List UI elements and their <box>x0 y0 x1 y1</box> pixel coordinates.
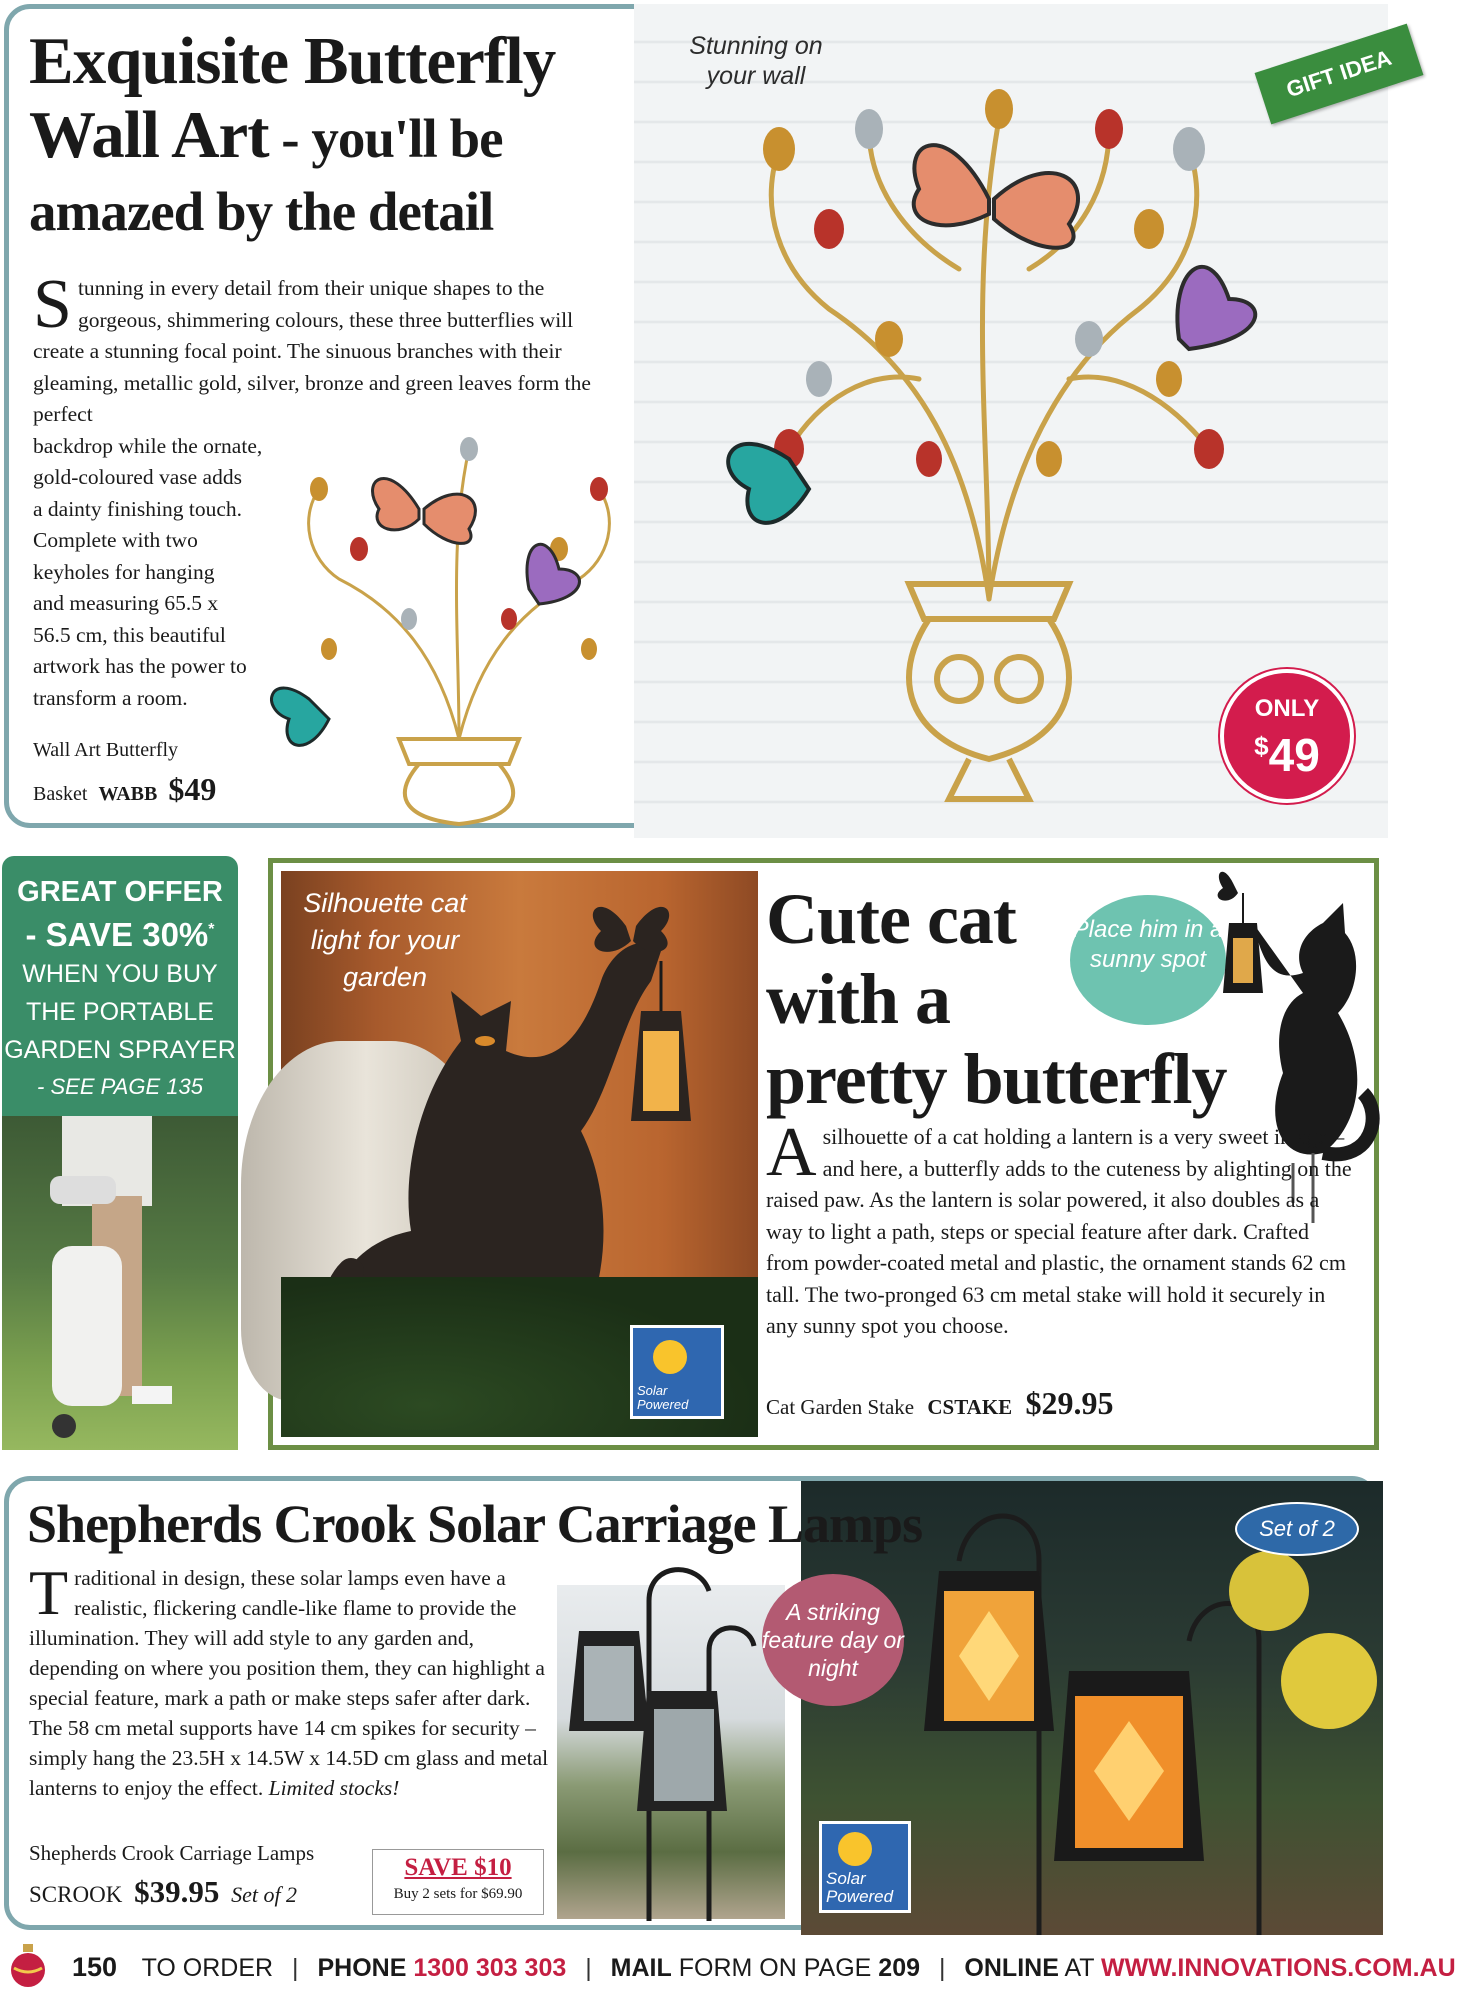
page-title <box>29 25 649 246</box>
butterfly-wall-art-image <box>669 39 1309 829</box>
promo-line: GARDEN SPRAYER <box>4 1036 236 1064</box>
description-text: raditional in design, these solar lamps even have a realistic, flickering candle-like flame to provide the illumination. They will add style to any garden and, depending on where you position them, they can highlight a special feature, mark a path or make steps safer after dark. The 58 cm metal supports have 14 cm spikes for security – simply hang the 23.5H x 14.5W x 14.5D cm glass and metal lanterns to enjoy the effect. <box>29 1566 549 1800</box>
title-line: Cute cat <box>766 879 1016 959</box>
solar-powered-badge <box>819 1821 911 1913</box>
promo-line: WHEN YOU BUY <box>22 960 218 988</box>
online-at-label: AT <box>1064 1954 1095 1982</box>
product-name: Shepherds Crook Carriage Lamps <box>29 1841 315 1865</box>
limited-stocks-note: Limited stocks! <box>268 1776 400 1800</box>
butterfly-top <box>914 145 1078 248</box>
description-text: tunning in every detail from their unique shapes to the gorgeous, shimmering colours, these three butterflies will create a stunning focal point. The sinuous branches with their gleaming, metallic gold, silver, bronze and green leaves form the perfect <box>33 276 591 426</box>
product-name: Wall Art Butterfly <box>33 739 179 761</box>
butterfly-right <box>1177 267 1255 349</box>
promo-line: THE PORTABLE <box>25 998 214 1026</box>
description-line: backdrop while the ornate, <box>33 433 263 458</box>
gift-idea-tag: GIFT IDEA <box>1255 24 1424 125</box>
promo-headline: GREAT OFFER <box>17 876 223 908</box>
mail-page-number: 209 <box>878 1954 921 1982</box>
cat-description <box>766 1114 1356 1342</box>
badge-amount: 49 <box>1268 729 1320 781</box>
promo-asterisk: * <box>208 921 215 938</box>
mail-text: FORM ON PAGE <box>678 1954 872 1982</box>
online-label: ONLINE <box>964 1954 1059 1982</box>
solar-powered-label: Solar Powered <box>826 1869 894 1906</box>
butterfly-wall-art-panel <box>4 4 1395 828</box>
title-subline: - you'll be <box>268 107 503 169</box>
striking-feature-callout: A striking feature day or night <box>762 1574 904 1706</box>
promo-discount: - SAVE 30% <box>25 916 209 953</box>
order-footer <box>0 1940 1470 2000</box>
cat-garden-stake-panel <box>268 858 1379 1450</box>
description-line: 56.5 cm, this beautiful <box>33 622 226 647</box>
title-line: Wall Art <box>29 97 269 172</box>
product-price: $29.95 <box>1025 1385 1114 1421</box>
title-line: pretty butterfly <box>766 1039 1227 1119</box>
description-short-lines <box>33 431 618 715</box>
product-name-cont: Basket <box>33 783 88 805</box>
product-name: Cat Garden Stake <box>766 1395 915 1419</box>
description-line: a dainty finishing touch. <box>33 496 242 521</box>
drop-cap: A <box>766 1114 817 1191</box>
solar-powered-label: Solar Powered <box>637 1383 689 1412</box>
to-order-label: TO ORDER <box>141 1954 274 1982</box>
order-info-row: 150 TO ORDER | PHONE 1300 303 303 | MAIL FORM ON PAGE 209 | ONLINE AT WWW.INNOVATIONS.COM.AU <box>72 1952 1456 1982</box>
carriage-lamps-panel <box>4 1476 1378 1930</box>
cat-light-callout: Silhouette cat light for your garden <box>303 888 467 992</box>
sun-icon <box>838 1832 872 1866</box>
promo-page-ref: - SEE PAGE 135 <box>37 1074 203 1099</box>
product-description <box>33 266 618 714</box>
lamps-title: Shepherds Crook Solar Carriage Lamps <box>27 1494 923 1554</box>
badge-currency: $ <box>1254 731 1269 761</box>
lamps-description <box>29 1557 554 1803</box>
vase <box>909 584 1069 799</box>
phone-number-link[interactable]: 1300 303 303 <box>413 1954 567 1982</box>
solar-powered-badge <box>630 1325 724 1419</box>
product-sku: WABB <box>98 783 158 805</box>
save-amount: SAVE $10 <box>404 1854 512 1881</box>
description-line: keyholes for hanging <box>33 559 215 584</box>
save-detail: Buy 2 sets for $69.90 <box>393 1886 523 1902</box>
set-label: Set of 2 <box>231 1882 298 1907</box>
description-line: Complete with two <box>33 528 198 552</box>
description-line: gold-coloured vase adds <box>33 465 242 489</box>
sunny-spot-bubble: Place him in a sunny spot <box>1070 895 1226 1025</box>
title-line: with a <box>766 959 951 1039</box>
badge-only-label: ONLY <box>1254 695 1320 722</box>
description-line: and measuring 65.5 x <box>33 591 219 615</box>
set-of-two-bubble: Set of 2 <box>1235 1502 1359 1556</box>
drop-cap: T <box>29 1557 69 1628</box>
description-line: artwork has the power to <box>33 654 247 678</box>
product-price: $49 <box>168 771 217 807</box>
description-text: silhouette of a cat holding a lantern is a very sweet image – and here, a butterfly adds to the cuteness by alighting on the raised paw. As the lantern is solar powered, it also doubles as a way to light a path, steps or special feature after dark. Crafted from powder-coated metal and plastic, the ornament stands 62 cm tall. The two-pronged 63 cm metal stake will hold it securely in any sunny spot you choose. <box>766 1124 1352 1338</box>
mail-label: MAIL <box>610 1954 672 1982</box>
product-sku: CSTAKE <box>927 1395 1013 1419</box>
description-line: transform a room. <box>33 685 188 710</box>
christmas-ornament-icon <box>8 1944 48 1988</box>
sun-icon <box>653 1340 687 1374</box>
page-number: 150 <box>72 1952 118 1982</box>
drop-cap: S <box>33 266 72 343</box>
only-price-badge <box>1220 669 1354 803</box>
sprayer-promo-panel[interactable] <box>2 856 238 1450</box>
product-order-line <box>33 771 216 808</box>
product-sku: SCROOK <box>29 1882 123 1907</box>
product-price: $39.95 <box>134 1874 220 1909</box>
stunning-callout: Stunning on your wall <box>689 32 823 90</box>
title-line: Exquisite Butterfly <box>29 24 556 98</box>
lamps-order-line <box>29 1874 297 1910</box>
title-subline: amazed by the detail <box>29 181 494 243</box>
sprayer-illustration <box>2 1116 238 1450</box>
website-link[interactable]: WWW.INNOVATIONS.COM.AU <box>1101 1954 1456 1982</box>
cat-order-line <box>766 1385 1113 1422</box>
promo-text <box>2 874 238 1105</box>
phone-label: PHONE <box>317 1954 407 1982</box>
save-offer-box <box>372 1849 544 1915</box>
garden-sprayer-photo <box>2 1116 238 1450</box>
